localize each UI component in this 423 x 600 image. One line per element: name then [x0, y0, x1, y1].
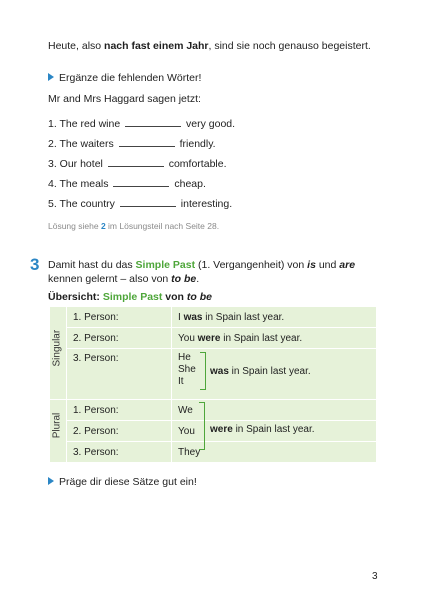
- table-row: [50, 400, 377, 421]
- plural-label: Plural: [51, 412, 63, 439]
- blank-field[interactable]: [119, 145, 175, 147]
- table-row: [50, 328, 377, 349]
- blank-field[interactable]: [125, 125, 181, 127]
- exercise-item-2: 2. The waiters friendly.: [48, 138, 216, 150]
- sentence-cell: You were in Spain last year.: [172, 421, 377, 442]
- page-number: 3: [372, 571, 378, 582]
- sentence-cell: I was in Spain last year.: [172, 307, 377, 328]
- person-label: 2. Person:: [67, 328, 172, 349]
- blank-field[interactable]: [113, 185, 169, 187]
- person-label: 3. Person:: [67, 442, 172, 463]
- sentence-cell: He She It was in Spain last year.: [172, 349, 377, 400]
- blank-field[interactable]: [120, 205, 176, 207]
- table-row: [50, 442, 377, 463]
- solution-reference: Lösung siehe 2 im Lösungsteil nach Seite 28.: [48, 221, 220, 231]
- exercise-item-1: 1. The red wine very good.: [48, 118, 236, 130]
- person-label: 3. Person:: [67, 349, 172, 400]
- exercise-item-3: 3. Our hotel comfortable.: [48, 158, 227, 170]
- sentence-cell: You were in Spain last year.: [172, 328, 377, 349]
- instruction-fill-words: Ergänze die fehlenden Wörter!: [48, 72, 201, 84]
- sentence-cell: They: [172, 442, 377, 463]
- brace-icon: [199, 402, 205, 450]
- blank-field[interactable]: [108, 165, 164, 167]
- arrow-right-icon: [48, 477, 54, 485]
- person-label: 1. Person:: [67, 400, 172, 421]
- speaker-line: Mr and Mrs Haggard sagen jetzt:: [48, 93, 201, 105]
- simple-past-table: [49, 306, 377, 463]
- section-intro: Damit hast du das Simple Past (1. Vergangenheit) von is und are kennen gelernt – also von to be.: [48, 259, 356, 285]
- person-label: 2. Person:: [67, 421, 172, 442]
- section-number: 3: [30, 255, 40, 274]
- arrow-right-icon: [48, 73, 54, 81]
- singular-label: Singular: [51, 329, 63, 367]
- instruction-memorize: Präge dir diese Sätze gut ein!: [48, 476, 197, 488]
- person-label: 1. Person:: [67, 307, 172, 328]
- intro-sentence: Heute, also nach fast einem Jahr, sind sie noch genauso begeistert.: [48, 40, 371, 52]
- exercise-item-5: 5. The country interesting.: [48, 198, 233, 210]
- table-row: [50, 349, 377, 400]
- sentence-cell: We: [172, 400, 377, 421]
- exercise-item-4: 4. The meals cheap.: [48, 178, 206, 190]
- brace-icon: [200, 352, 206, 390]
- overview-heading: Übersicht: Simple Past von to be: [48, 291, 212, 303]
- table-row: [50, 421, 377, 442]
- table-row: [50, 307, 377, 328]
